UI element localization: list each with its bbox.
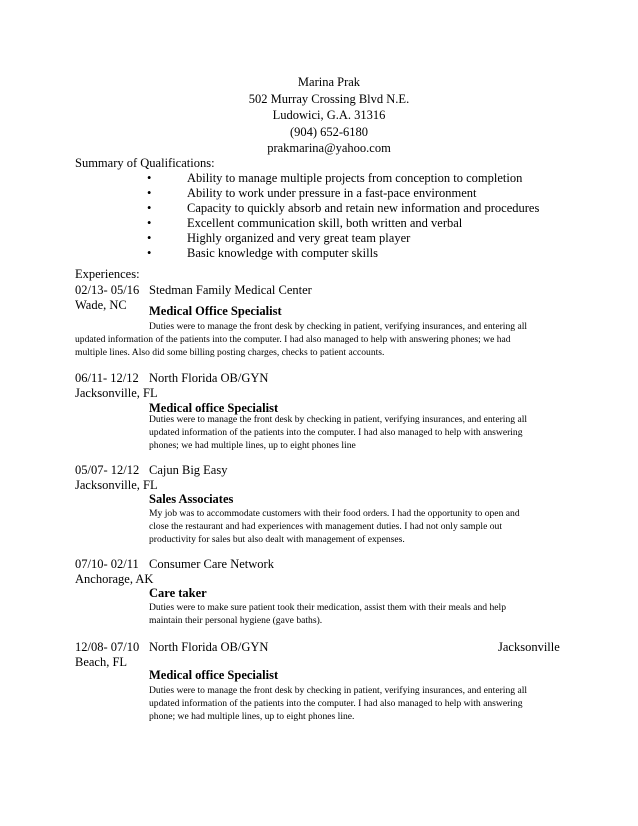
- job-duty-line: phones; we had multiple lines, up to eight phones line: [149, 440, 356, 451]
- qualification-text: Basic knowledge with computer skills: [187, 246, 378, 260]
- job-title: Medical office Specialist: [149, 668, 279, 682]
- job-location: Wade, NC: [75, 298, 127, 312]
- job-dates: 05/07- 12/12: [75, 463, 140, 477]
- contact-address-line-1: 502 Murray Crossing Blvd N.E.: [248, 91, 410, 106]
- job-employer: North Florida OB/GYN: [149, 371, 269, 385]
- contact-name: Marina Prak: [297, 75, 361, 89]
- job-location-right: Jacksonville: [498, 640, 560, 654]
- job-duty-line: Duties were to make sure patient took their medication, assist them with their meals and help: [149, 602, 507, 613]
- bullet-icon: •: [147, 246, 152, 260]
- job-location: Anchorage, AK: [75, 572, 154, 586]
- contact-phone: (904) 652-6180: [289, 124, 369, 139]
- contact-header: [0, 74, 638, 157]
- job-duty-line: My job was to accommodate customers with their food orders. I had the opportunity to open and: [149, 508, 520, 519]
- job-duty-line: phone; we had multiple lines, up to eight phones line.: [149, 711, 355, 722]
- qualification-text: Highly organized and very great team player: [187, 231, 411, 245]
- bullet-icon: •: [147, 231, 152, 245]
- job-location: Jacksonville, FL: [75, 478, 158, 492]
- bullet-icon: •: [147, 186, 152, 200]
- job-employer: Consumer Care Network: [149, 557, 274, 571]
- job-location: Jacksonville, FL: [75, 386, 158, 400]
- job-dates: 07/10- 02/11: [75, 557, 139, 571]
- job-duty-line: Duties were to manage the front desk by checking in patient, verifying insurances, and entering all: [149, 321, 528, 332]
- job-employer: North Florida OB/GYN: [149, 640, 269, 654]
- bullet-icon: •: [147, 216, 152, 230]
- job-duty-line: Duties were to manage the front desk by checking in patient, verifying insurances, and entering all: [149, 685, 528, 696]
- summary-heading: Summary of Qualifications:: [75, 156, 215, 170]
- job-duty-line: maintain their personal hygiene (gave baths).: [149, 615, 323, 626]
- job-title: Sales Associates: [149, 492, 234, 506]
- experiences-heading: Experiences:: [75, 267, 140, 281]
- contact-address-line-2: Ludowici, G.A. 31316: [272, 108, 386, 122]
- job-duty-line: close the restaurant and had experiences with management duties. I had not only sample out: [149, 521, 502, 532]
- job-duty-line: multiple lines. Also did some billing posting charges, checks to patient accounts.: [75, 347, 385, 358]
- job-dates: 12/08- 07/10: [75, 640, 140, 654]
- job-duty-line: updated information of the patients into the computer. I had also managed to help with answering phones; we had: [75, 334, 511, 345]
- job-location: Beach, FL: [75, 655, 128, 669]
- qualification-text: Excellent communication skill, both written and verbal: [187, 216, 463, 230]
- job-employer: Stedman Family Medical Center: [149, 283, 312, 297]
- qualification-text: Capacity to quickly absorb and retain new information and procedures: [187, 201, 540, 215]
- bullet-icon: •: [147, 171, 152, 185]
- qualification-text: Ability to manage multiple projects from conception to completion: [187, 171, 523, 185]
- qualification-text: Ability to work under pressure in a fast-pace environment: [187, 186, 477, 200]
- bullet-icon: •: [147, 201, 152, 215]
- job-duty-line: Duties were to manage the front desk by checking in patient, verifying insurances, and entering all: [149, 414, 528, 425]
- job-title: Medical office Specialist: [149, 401, 279, 415]
- job-duty-line: updated information of the patients into the computer. I had also managed to help with answering: [149, 427, 523, 438]
- job-duty-line: updated information of the patients into the computer. I had also managed to help with answering: [149, 698, 523, 709]
- job-title: Medical Office Specialist: [149, 304, 282, 318]
- job-dates: 06/11- 12/12: [75, 371, 139, 385]
- job-dates: 02/13- 05/16: [75, 283, 140, 297]
- job-duty-line: productivity for sales but also dealt with management of expenses.: [149, 534, 405, 545]
- job-employer: Cajun Big Easy: [149, 463, 228, 477]
- contact-email: prakmarina@yahoo.com: [267, 141, 391, 155]
- job-title: Care taker: [149, 586, 207, 600]
